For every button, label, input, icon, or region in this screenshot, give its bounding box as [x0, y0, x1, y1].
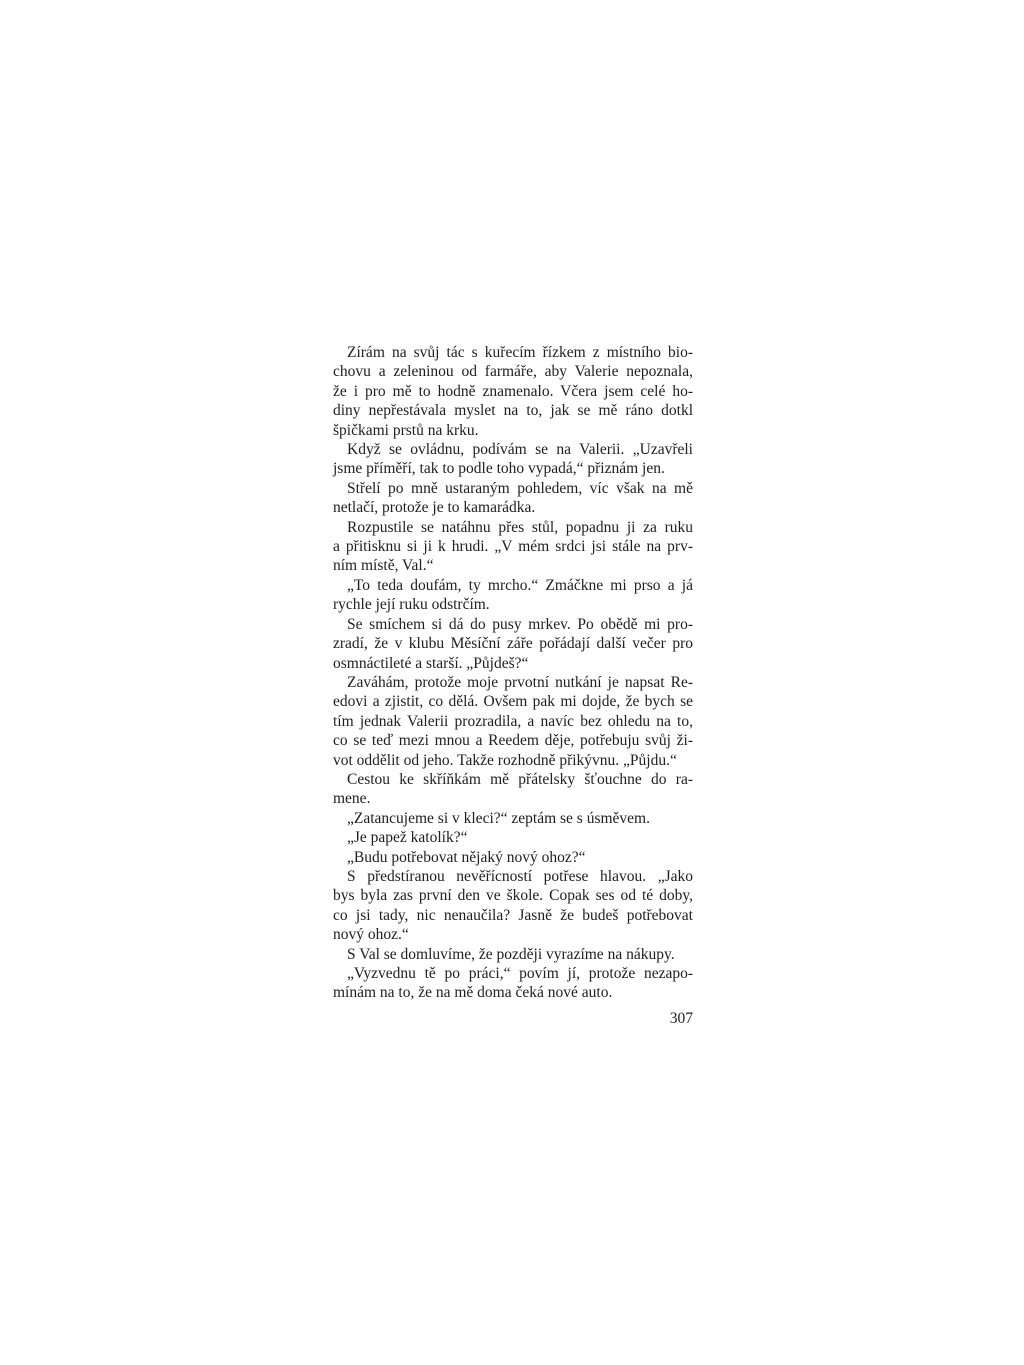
paragraph — [333, 770, 693, 809]
text-line: mene. — [333, 790, 371, 808]
paragraph — [333, 518, 693, 576]
text-line: edovi a zjistit, co dělá. Ovšem pak mi dojde, že bych se — [333, 693, 693, 711]
text-line: Se smíchem si dá do pusy mrkev. Po obědě mi pro- — [347, 615, 693, 633]
text-line: „Zatancujeme si v kleci?“ zeptám se s úsměvem. — [347, 809, 650, 827]
paragraph — [333, 440, 693, 479]
text-line: nový ohoz.“ — [333, 926, 409, 944]
text-line: „To teda doufám, ty mrcho.“ Zmáčkne mi prso a já — [347, 576, 693, 594]
text-line: rychle její ruku odstrčím. — [333, 596, 490, 614]
text-line: bys byla zas první den ve škole. Copak ses od té doby, — [333, 887, 693, 905]
text-line: osmnáctileté a starší. „Půjdeš?“ — [333, 654, 529, 672]
paragraph — [333, 828, 693, 847]
text-line: „Budu potřebovat nějaký nový ohoz?“ — [347, 848, 586, 866]
text-line: Zírám na svůj tác s kuřecím řízkem z místního bio- — [347, 344, 693, 361]
text-line: mínám na to, že na mě doma čeká nové auto. — [333, 984, 613, 1002]
body-text — [333, 343, 693, 1003]
paragraph — [333, 867, 693, 945]
text-line: Cestou ke skříňkám mě přátelsky šťouchne do ra- — [347, 770, 693, 788]
text-line: špičkami prstů na krku. — [333, 421, 479, 439]
paragraph — [333, 615, 693, 673]
text-line: netlačí, protože je to kamarádka. — [333, 499, 536, 517]
text-line: S Val se domluvíme, že později vyrazíme na nákupy. — [347, 945, 675, 963]
text-line: diny nepřestávala myslet na to, jak se mě ráno dotkl — [333, 402, 693, 420]
text-line: a přitisknu si ji k hrudi. „V mém srdci jsi stále na prv- — [333, 538, 693, 556]
paragraph — [333, 479, 693, 518]
text-line: „Je papež katolík?“ — [347, 829, 468, 847]
text-line: co jsi tady, nic nenaučila? Jasně že budeš potřebovat — [333, 906, 693, 924]
text-line: Zaváhám, protože moje prvotní nutkání je napsat Re- — [347, 673, 693, 691]
text-line: S předstíranou nevěřícností potřese hlavou. „Jako — [347, 867, 693, 885]
text-line: ním místě, Val.“ — [333, 557, 434, 575]
paragraph — [333, 673, 693, 770]
text-line: vot oddělit od jeho. Takže rozhodně přikývnu. „Půjdu.“ — [333, 751, 677, 769]
text-line: co se teď mezi mnou a Reedem děje, potřebuju svůj ži- — [333, 732, 693, 750]
text-line: „Vyzvednu tě po práci,“ povím jí, protože nezapo- — [347, 965, 693, 982]
text-line: jsme příměří, tak to podle toho vypadá,“ přiznám jen. — [333, 460, 665, 478]
text-line: tím jednak Valerii prozradila, a navíc bez ohledu na to, — [333, 712, 693, 730]
text-line: Rozpustile se natáhnu přes stůl, popadnu ji za ruku — [347, 518, 693, 536]
text-line: Když se ovládnu, podívám se na Valerii. „Uzavřeli — [347, 441, 693, 459]
paragraph — [333, 576, 693, 615]
text-line: Střelí po mně ustaraným pohledem, víc však na mě — [347, 479, 693, 497]
paragraph — [333, 848, 693, 867]
text-line: že i pro mě to hodně znamenalo. Včera jsem celé ho- — [333, 382, 693, 400]
paragraph — [333, 343, 693, 440]
paragraph — [333, 809, 693, 828]
paragraph — [333, 945, 693, 964]
text-line: chovu a zeleninou od farmáře, aby Valerie nepoznala, — [333, 363, 693, 381]
page-number: 307 — [669, 1010, 693, 1027]
text-line: zradí, že v klubu Měsíční záře pořádají další večer pro — [333, 635, 693, 653]
paragraph — [333, 964, 693, 1003]
